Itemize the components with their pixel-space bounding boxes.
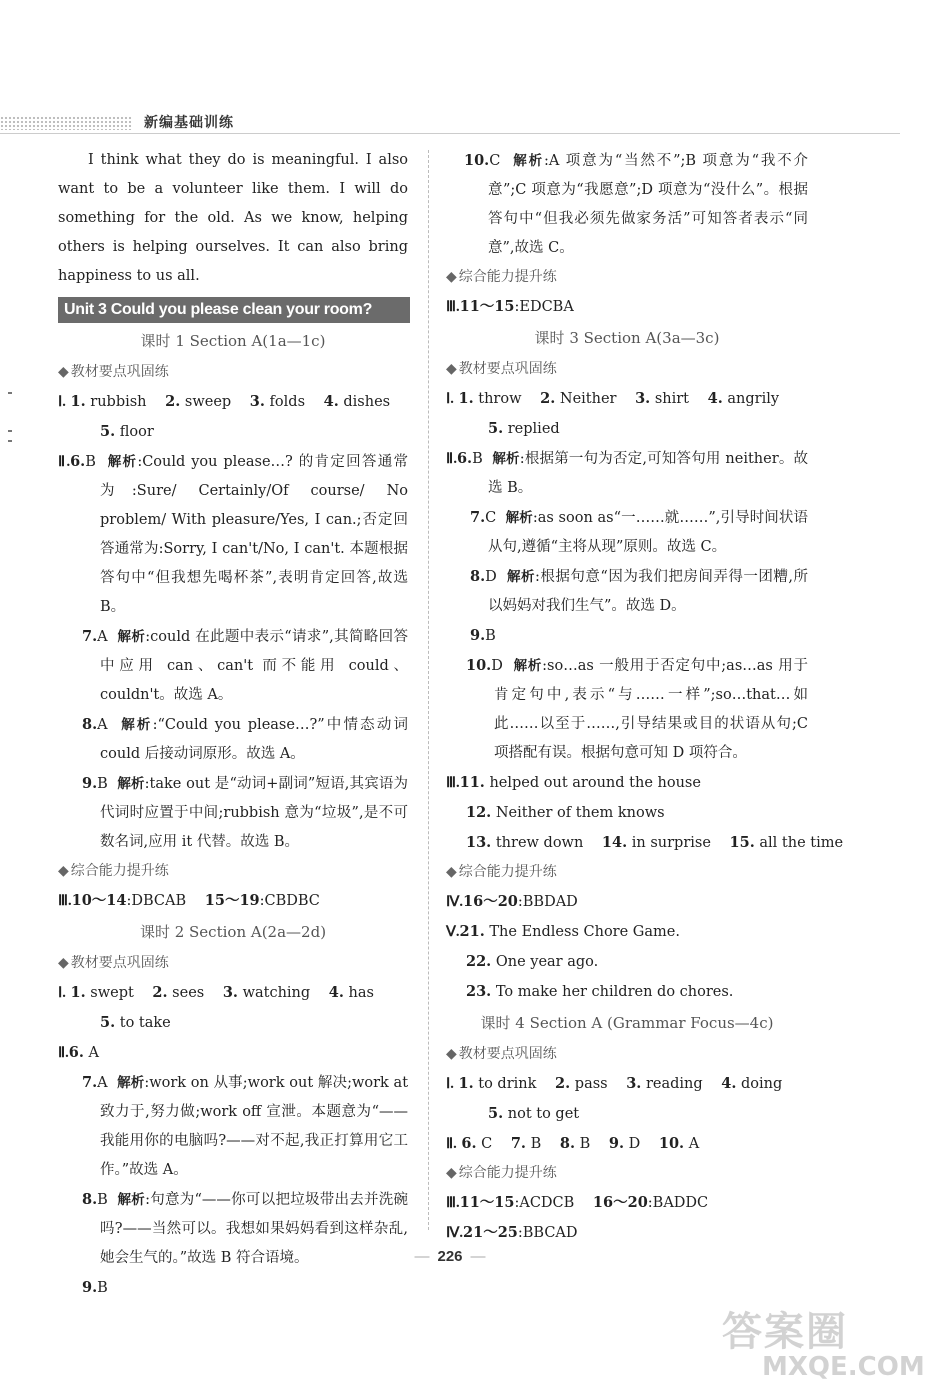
answer-row: Ⅱ. 6. C 7. B 8. B 9. D 10. A — [446, 1135, 700, 1152]
lesson-title: 课时 4 Section A (Grammar Focus—4c) — [480, 1014, 774, 1032]
margin-mark — [8, 392, 12, 394]
explained-answer: 8.D 解析:根据句意“因为我们把房间弄得一团糟,所以妈妈对我们生气”。故选 D。 — [470, 568, 809, 614]
answer-row: Ⅳ.16～20:BBDAD — [446, 893, 578, 910]
intro-paragraph: I think what they do is meaningful. I also want to be a volunteer like them. I will do something for the old. As we know, helping others is helping ourselves. It can also bring happiness to us all. — [58, 152, 408, 284]
answer-row: Ⅰ. 1. to drink 2. pass 3. reading 4. doing — [446, 1075, 783, 1092]
answer-row: 5. to take — [100, 1014, 171, 1031]
section-heading: ◆ 教材要点巩固练 — [446, 361, 557, 377]
answer-row: Ⅴ.21. The Endless Chore Game. — [446, 923, 680, 940]
explained-answer: 8.A 解析:“Could you please…?”中情态动词 could 后接动词原形。故选 A。 — [82, 716, 409, 762]
explained-answer: Ⅱ.6.B 解析:Could you please…? 的肯定回答通常为:Sure/ Certainly/Of course/ No problem/ With pleasure/Yes, I can.;否定回答通常为:Sorry, I can't/No, I can't. 本题根据答句中“但我想先喝杯茶”,表明肯定回答,故选 B。 — [58, 453, 409, 615]
section-heading: ◆ 综合能力提升练 — [446, 269, 557, 285]
right-column — [446, 146, 844, 1248]
answer-row: Ⅰ. 1. throw 2. Neither 3. shirt 4. angrily — [446, 390, 780, 407]
answer-row: 9.B — [470, 627, 496, 644]
header-dot-pattern — [0, 116, 132, 130]
section-heading: ◆ 教材要点巩固练 — [58, 364, 169, 380]
diamond-icon: ◆ — [446, 1165, 457, 1181]
diamond-icon: ◆ — [58, 364, 69, 380]
diamond-icon: ◆ — [446, 1046, 457, 1062]
explained-answer: 10.C 解析:A 项意为“当然不”;B 项意为“我不介意”;C 项意为“我愿意”;D 项意为“没什么”。根据答句中“但我必须先做家务活”可知答者表示“同意”,故选 C。 — [464, 152, 809, 256]
page-number: — 226 — — [414, 1248, 486, 1265]
section-heading: ◆ 教材要点巩固练 — [58, 955, 169, 971]
answer-row: Ⅰ. 1. swept 2. sees 3. watching 4. has — [58, 984, 374, 1001]
section-heading: ◆ 综合能力提升练 — [446, 864, 557, 880]
lesson-title: 课时 1 Section A(1a—1c) — [140, 332, 326, 350]
answer-row: 23. To make her children do chores. — [466, 983, 734, 1000]
answer-row: 22. One year ago. — [466, 953, 599, 970]
answer-row: Ⅱ.6. A — [58, 1044, 99, 1061]
answer-row: Ⅲ.11～15:EDCBA — [446, 298, 574, 315]
diamond-icon: ◆ — [58, 863, 69, 879]
diamond-icon: ◆ — [446, 361, 457, 377]
answer-row: 9.B — [82, 1279, 108, 1296]
section-heading: ◆ 教材要点巩固练 — [446, 1046, 557, 1062]
explained-answer: 8.B 解析:句意为“——你可以把垃圾带出去并洗碗吗?——当然可以。我想如果妈妈看到这样杂乱,她会生气的。”故选 B 符合语境。 — [82, 1191, 409, 1266]
answer-row: Ⅳ.21～25:BBCAD — [446, 1224, 578, 1241]
explained-answer: 7.C 解析:as soon as“一……就……”,引导时间状语从句,遵循“主将从现”原则。故选 C。 — [470, 509, 809, 555]
explained-answer: 10.D 解析:so…as 一般用于否定句中;as…as 用于肯定句中,表示“与……一样”;so…that…如此……以至于……,引导结果或目的状语从句;C 项搭配有误。根据句意可知 D 项符合。 — [466, 657, 808, 761]
section-heading: ◆ 综合能力提升练 — [58, 863, 169, 879]
explained-answer: Ⅱ.6.B 解析:根据第一句为否定,可知答句用 neither。故选 B。 — [446, 450, 809, 496]
book-title: 新编基础训练 — [144, 115, 234, 131]
header-rule — [0, 133, 900, 134]
left-column — [58, 146, 408, 1303]
section-heading: ◆ 综合能力提升练 — [446, 1165, 557, 1181]
answer-row: 5. floor — [100, 423, 154, 440]
answer-row: Ⅲ.10～14:DBCAB 15～19:CBDBC — [58, 892, 320, 909]
diamond-icon: ◆ — [446, 864, 457, 880]
answer-row: 5. replied — [488, 420, 560, 437]
lesson-title: 课时 2 Section A(2a—2d) — [139, 923, 327, 941]
margin-mark — [8, 430, 12, 432]
watermark-url: MXQE.COM — [762, 1352, 925, 1382]
explained-answer: 7.A 解析:could 在此题中表示“请求”,其简略回答中应用 can、can't 而不能用 could、couldn't。故选 A。 — [82, 628, 409, 703]
explained-answer: 9.B 解析:take out 是“动词+副词”短语,其宾语为代词时应置于中间;rubbish 意为“垃圾”,是不可数名词,应用 it 代替。故选 B。 — [82, 775, 409, 850]
diamond-icon: ◆ — [446, 269, 457, 285]
lesson-title: 课时 3 Section A(3a—3c) — [534, 329, 720, 347]
margin-mark — [8, 440, 12, 442]
diamond-icon: ◆ — [58, 955, 69, 971]
unit-title-banner: Unit 3 Could you please clean your room? — [58, 297, 410, 323]
explained-answer: 7.A 解析:work on 从事;work out 解决;work at 致力于,努力做;work off 宣泄。本题意为“——我能用你的电脑吗?——对不起,我正打算用它工作。”故选 A。 — [82, 1074, 409, 1178]
answer-row: Ⅰ. 1. rubbish 2. sweep 3. folds 4. dishes — [58, 393, 391, 410]
answer-row: Ⅲ.11. helped out around the house — [446, 774, 701, 791]
watermark-logo: 答案圈 — [722, 1309, 848, 1355]
column-divider — [428, 150, 429, 1230]
answer-row: 12. Neither of them knows — [466, 804, 665, 821]
answer-row: 13. threw down 14. in surprise 15. all the time — [466, 834, 844, 851]
answer-row: Ⅲ.11～15:ACDCB 16～20:BADDC — [446, 1194, 709, 1211]
answer-row: 5. not to get — [488, 1105, 580, 1122]
